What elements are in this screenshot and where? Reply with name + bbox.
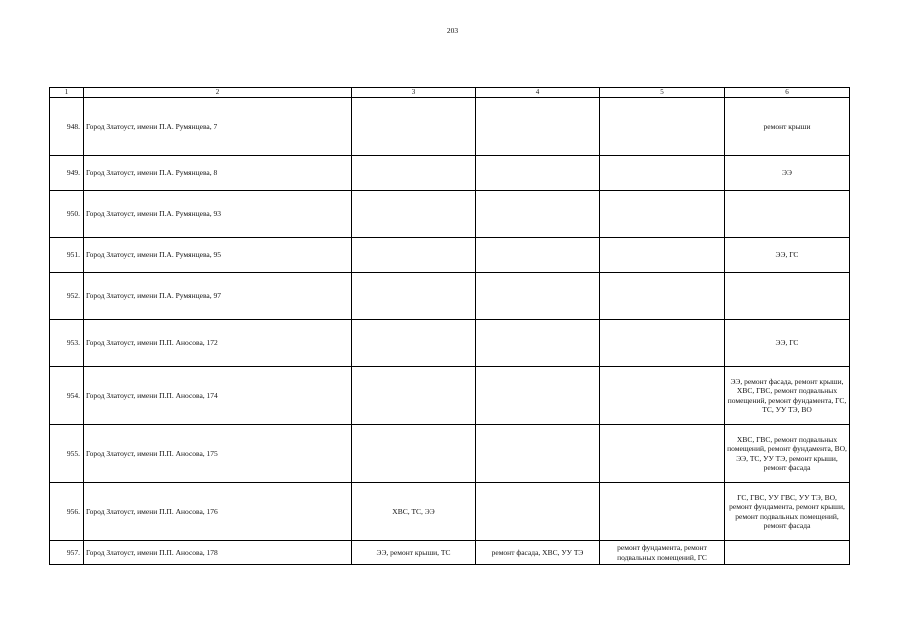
- cell-col3: [352, 98, 476, 156]
- column-number-row: [50, 88, 850, 98]
- table-row: [50, 238, 850, 273]
- row-number: 949.: [50, 156, 84, 191]
- cell-col5: [600, 273, 725, 320]
- table-row: [50, 425, 850, 483]
- cell-col3: [352, 156, 476, 191]
- row-number: 954.: [50, 367, 84, 425]
- row-address: Город Златоуст, имени П.П. Аносова, 174: [84, 367, 352, 425]
- cell-col6: ХВС, ГВС, ремонт подвальных помещений, ремонт фундамента, ВО, ЭЭ, ТС, УУ ТЭ, ремонт крыши, ремонт фасада: [725, 425, 850, 483]
- row-address: Город Златоуст, имени П.А. Румянцева, 95: [84, 238, 352, 273]
- row-number: 955.: [50, 425, 84, 483]
- cell-col4: [476, 367, 600, 425]
- cell-col6: [725, 541, 850, 565]
- table-row: [50, 273, 850, 320]
- row-number: 953.: [50, 320, 84, 367]
- row-address: Город Златоуст, имени П.П. Аносова, 175: [84, 425, 352, 483]
- page-number: 203: [446, 26, 459, 35]
- cell-col4: [476, 273, 600, 320]
- cell-col5: [600, 238, 725, 273]
- cell-col3: [352, 425, 476, 483]
- cell-col5: [600, 320, 725, 367]
- table-row: [50, 367, 850, 425]
- row-address: Город Златоуст, имени П.А. Румянцева, 97: [84, 273, 352, 320]
- row-number: 950.: [50, 191, 84, 238]
- cell-col4: [476, 191, 600, 238]
- cell-col4: [476, 238, 600, 273]
- cell-col4: [476, 320, 600, 367]
- row-number: 957.: [50, 541, 84, 565]
- row-number: 948.: [50, 98, 84, 156]
- row-address: Город Златоуст, имени П.П. Аносова, 172: [84, 320, 352, 367]
- row-number: 956.: [50, 483, 84, 541]
- column-header: 6: [725, 88, 850, 98]
- cell-col4: [476, 98, 600, 156]
- cell-col4: ремонт фасада, ХВС, УУ ТЭ: [476, 541, 600, 565]
- cell-col4: [476, 425, 600, 483]
- cell-col3: ЭЭ, ремонт крыши, ТС: [352, 541, 476, 565]
- cell-col5: [600, 483, 725, 541]
- cell-col3: [352, 191, 476, 238]
- cell-col6: ГС, ГВС, УУ ГВС, УУ ТЭ, ВО, ремонт фундамента, ремонт крыши, ремонт подвальных помещений, ремонт фасада: [725, 483, 850, 541]
- cell-col6: ЭЭ: [725, 156, 850, 191]
- table-row: [50, 541, 850, 565]
- column-header: 4: [476, 88, 600, 98]
- cell-col6: [725, 273, 850, 320]
- cell-col4: [476, 483, 600, 541]
- cell-col6: ремонт крыши: [725, 98, 850, 156]
- cell-col5: [600, 191, 725, 238]
- cell-col4: [476, 156, 600, 191]
- row-number: 952.: [50, 273, 84, 320]
- row-address: Город Златоуст, имени П.П. Аносова, 176: [84, 483, 352, 541]
- cell-col6: ЭЭ, ГС: [725, 238, 850, 273]
- cell-col5: ремонт фундамента, ремонт подвальных помещений, ГС: [600, 541, 725, 565]
- table-row: [50, 156, 850, 191]
- table-row: [50, 483, 850, 541]
- cell-col5: [600, 156, 725, 191]
- row-address: Город Златоуст, имени П.А. Румянцева, 7: [84, 98, 352, 156]
- column-header: 3: [352, 88, 476, 98]
- cell-col6: ЭЭ, ГС: [725, 320, 850, 367]
- cell-col3: [352, 320, 476, 367]
- table-row: [50, 191, 850, 238]
- column-header: 5: [600, 88, 725, 98]
- cell-col6: ЭЭ, ремонт фасада, ремонт крыши, ХВС, ГВС, ремонт подвальных помещений, ремонт фундамента, ГС, ТС, УУ ТЭ, ВО: [725, 367, 850, 425]
- row-number: 951.: [50, 238, 84, 273]
- table-row: [50, 98, 850, 156]
- cell-col5: [600, 367, 725, 425]
- cell-col3: [352, 238, 476, 273]
- repair-table: [49, 87, 850, 565]
- row-address: Город Златоуст, имени П.А. Румянцева, 8: [84, 156, 352, 191]
- cell-col3: ХВС, ТС, ЭЭ: [352, 483, 476, 541]
- column-header: 1: [50, 88, 84, 98]
- column-header: 2: [84, 88, 352, 98]
- row-address: Город Златоуст, имени П.А. Румянцева, 93: [84, 191, 352, 238]
- cell-col5: [600, 98, 725, 156]
- table-row: [50, 320, 850, 367]
- cell-col3: [352, 367, 476, 425]
- cell-col3: [352, 273, 476, 320]
- cell-col5: [600, 425, 725, 483]
- row-address: Город Златоуст, имени П.П. Аносова, 178: [84, 541, 352, 565]
- cell-col6: [725, 191, 850, 238]
